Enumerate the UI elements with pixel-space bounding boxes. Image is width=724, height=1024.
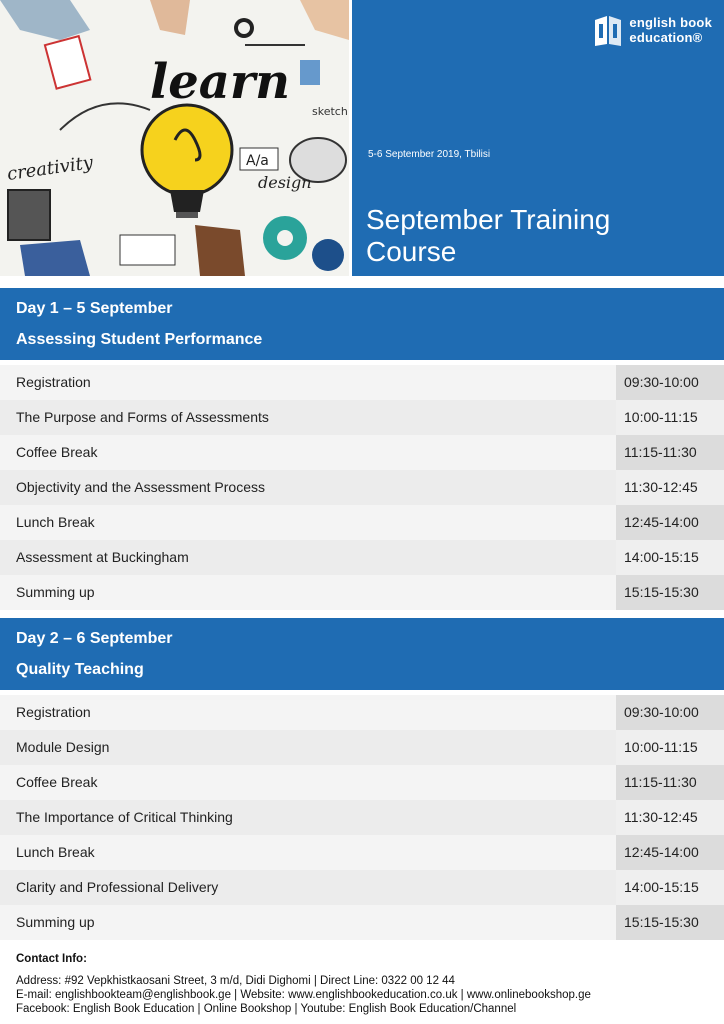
activity-name: Assessment at Buckingham [16,549,189,565]
schedule-row [0,540,724,575]
schedule-row [0,575,724,610]
activity-name: Objectivity and the Assessment Process [16,479,265,495]
learn-collage-image [0,0,349,276]
hero-label-sketch: sketch [312,105,348,118]
time-slot: 11:15-11:30 [624,444,697,460]
brand-name-line1: english book [629,15,712,30]
schedule-row [0,695,724,730]
activity-name: Coffee Break [16,444,98,460]
hero-label-design: design [258,173,312,192]
day-1-header [0,288,724,360]
contact-social: Facebook: English Book Education | Online Bookshop | Youtube: English Book Education/Channel [16,1003,517,1015]
contact-heading: Contact Info: [16,953,87,965]
event-title [366,204,666,268]
time-slot: 10:00-11:15 [624,409,698,425]
activity-name: Summing up [16,914,95,930]
contact-address: Address: #92 Vepkhistkaosani Street, 3 m/d, Didi Dighomi | Direct Line: 0322 00 12 44 [16,975,455,987]
time-slot: 11:30-12:45 [624,479,698,495]
time-slot: 12:45-14:00 [624,844,699,860]
time-slot: 15:15-15:30 [624,914,699,930]
day-1-label: Day 1 – 5 September [16,300,173,317]
hero-label-creativity: creativity [5,152,95,185]
day-2-header [0,618,724,690]
time-slot: 09:30-10:00 [624,374,699,390]
time-slot: 11:30-12:45 [624,809,698,825]
schedule-row [0,870,724,905]
event-title-line1: September Training [366,204,611,235]
hero-label-aa: A/a [246,153,269,169]
activity-name: The Purpose and Forms of Assessments [16,409,269,425]
activity-name: Registration [16,374,91,390]
schedule-row [0,800,724,835]
hero-illustration [0,0,349,276]
day-2-topic: Quality Teaching [16,661,144,678]
activity-name: Coffee Break [16,774,98,790]
day-1-topic: Assessing Student Performance [16,331,263,348]
book-logo-icon [593,12,623,48]
event-info-panel [352,0,724,276]
schedule-row [0,435,724,470]
schedule-row [0,765,724,800]
time-slot: 14:00-15:15 [624,879,699,895]
time-slot: 14:00-15:15 [624,549,699,565]
schedule-row [0,365,724,400]
time-slot: 11:15-11:30 [624,774,697,790]
day-1-schedule [0,365,724,610]
event-title-line2: Course [366,236,457,267]
activity-name: The Importance of Critical Thinking [16,809,233,825]
event-date-location: 5-6 September 2019, Tbilisi [368,149,491,160]
time-slot: 10:00-11:15 [624,739,698,755]
activity-name: Registration [16,704,91,720]
brand-logo [593,12,712,48]
schedule-row [0,905,724,940]
activity-name: Clarity and Professional Delivery [16,879,219,895]
time-slot: 09:30-10:00 [624,704,699,720]
day-2-schedule [0,695,724,940]
activity-name: Lunch Break [16,844,95,860]
header-banner [0,0,724,276]
activity-name: Module Design [16,739,110,755]
schedule-row [0,400,724,435]
contact-info [16,952,716,1016]
schedule-row [0,730,724,765]
time-slot: 15:15-15:30 [624,584,699,600]
schedule-row [0,505,724,540]
hero-word: learn [150,54,291,110]
contact-email-website: E-mail: englishbookteam@englishbook.ge | Website: www.englishbookeducation.co.uk | www.onlinebookshop.ge [16,989,591,1001]
schedule-row [0,470,724,505]
activity-name: Summing up [16,584,95,600]
activity-name: Lunch Break [16,514,95,530]
day-2-label: Day 2 – 6 September [16,630,173,647]
schedule-row [0,835,724,870]
brand-name-line2: education® [629,30,703,45]
time-slot: 12:45-14:00 [624,514,699,530]
